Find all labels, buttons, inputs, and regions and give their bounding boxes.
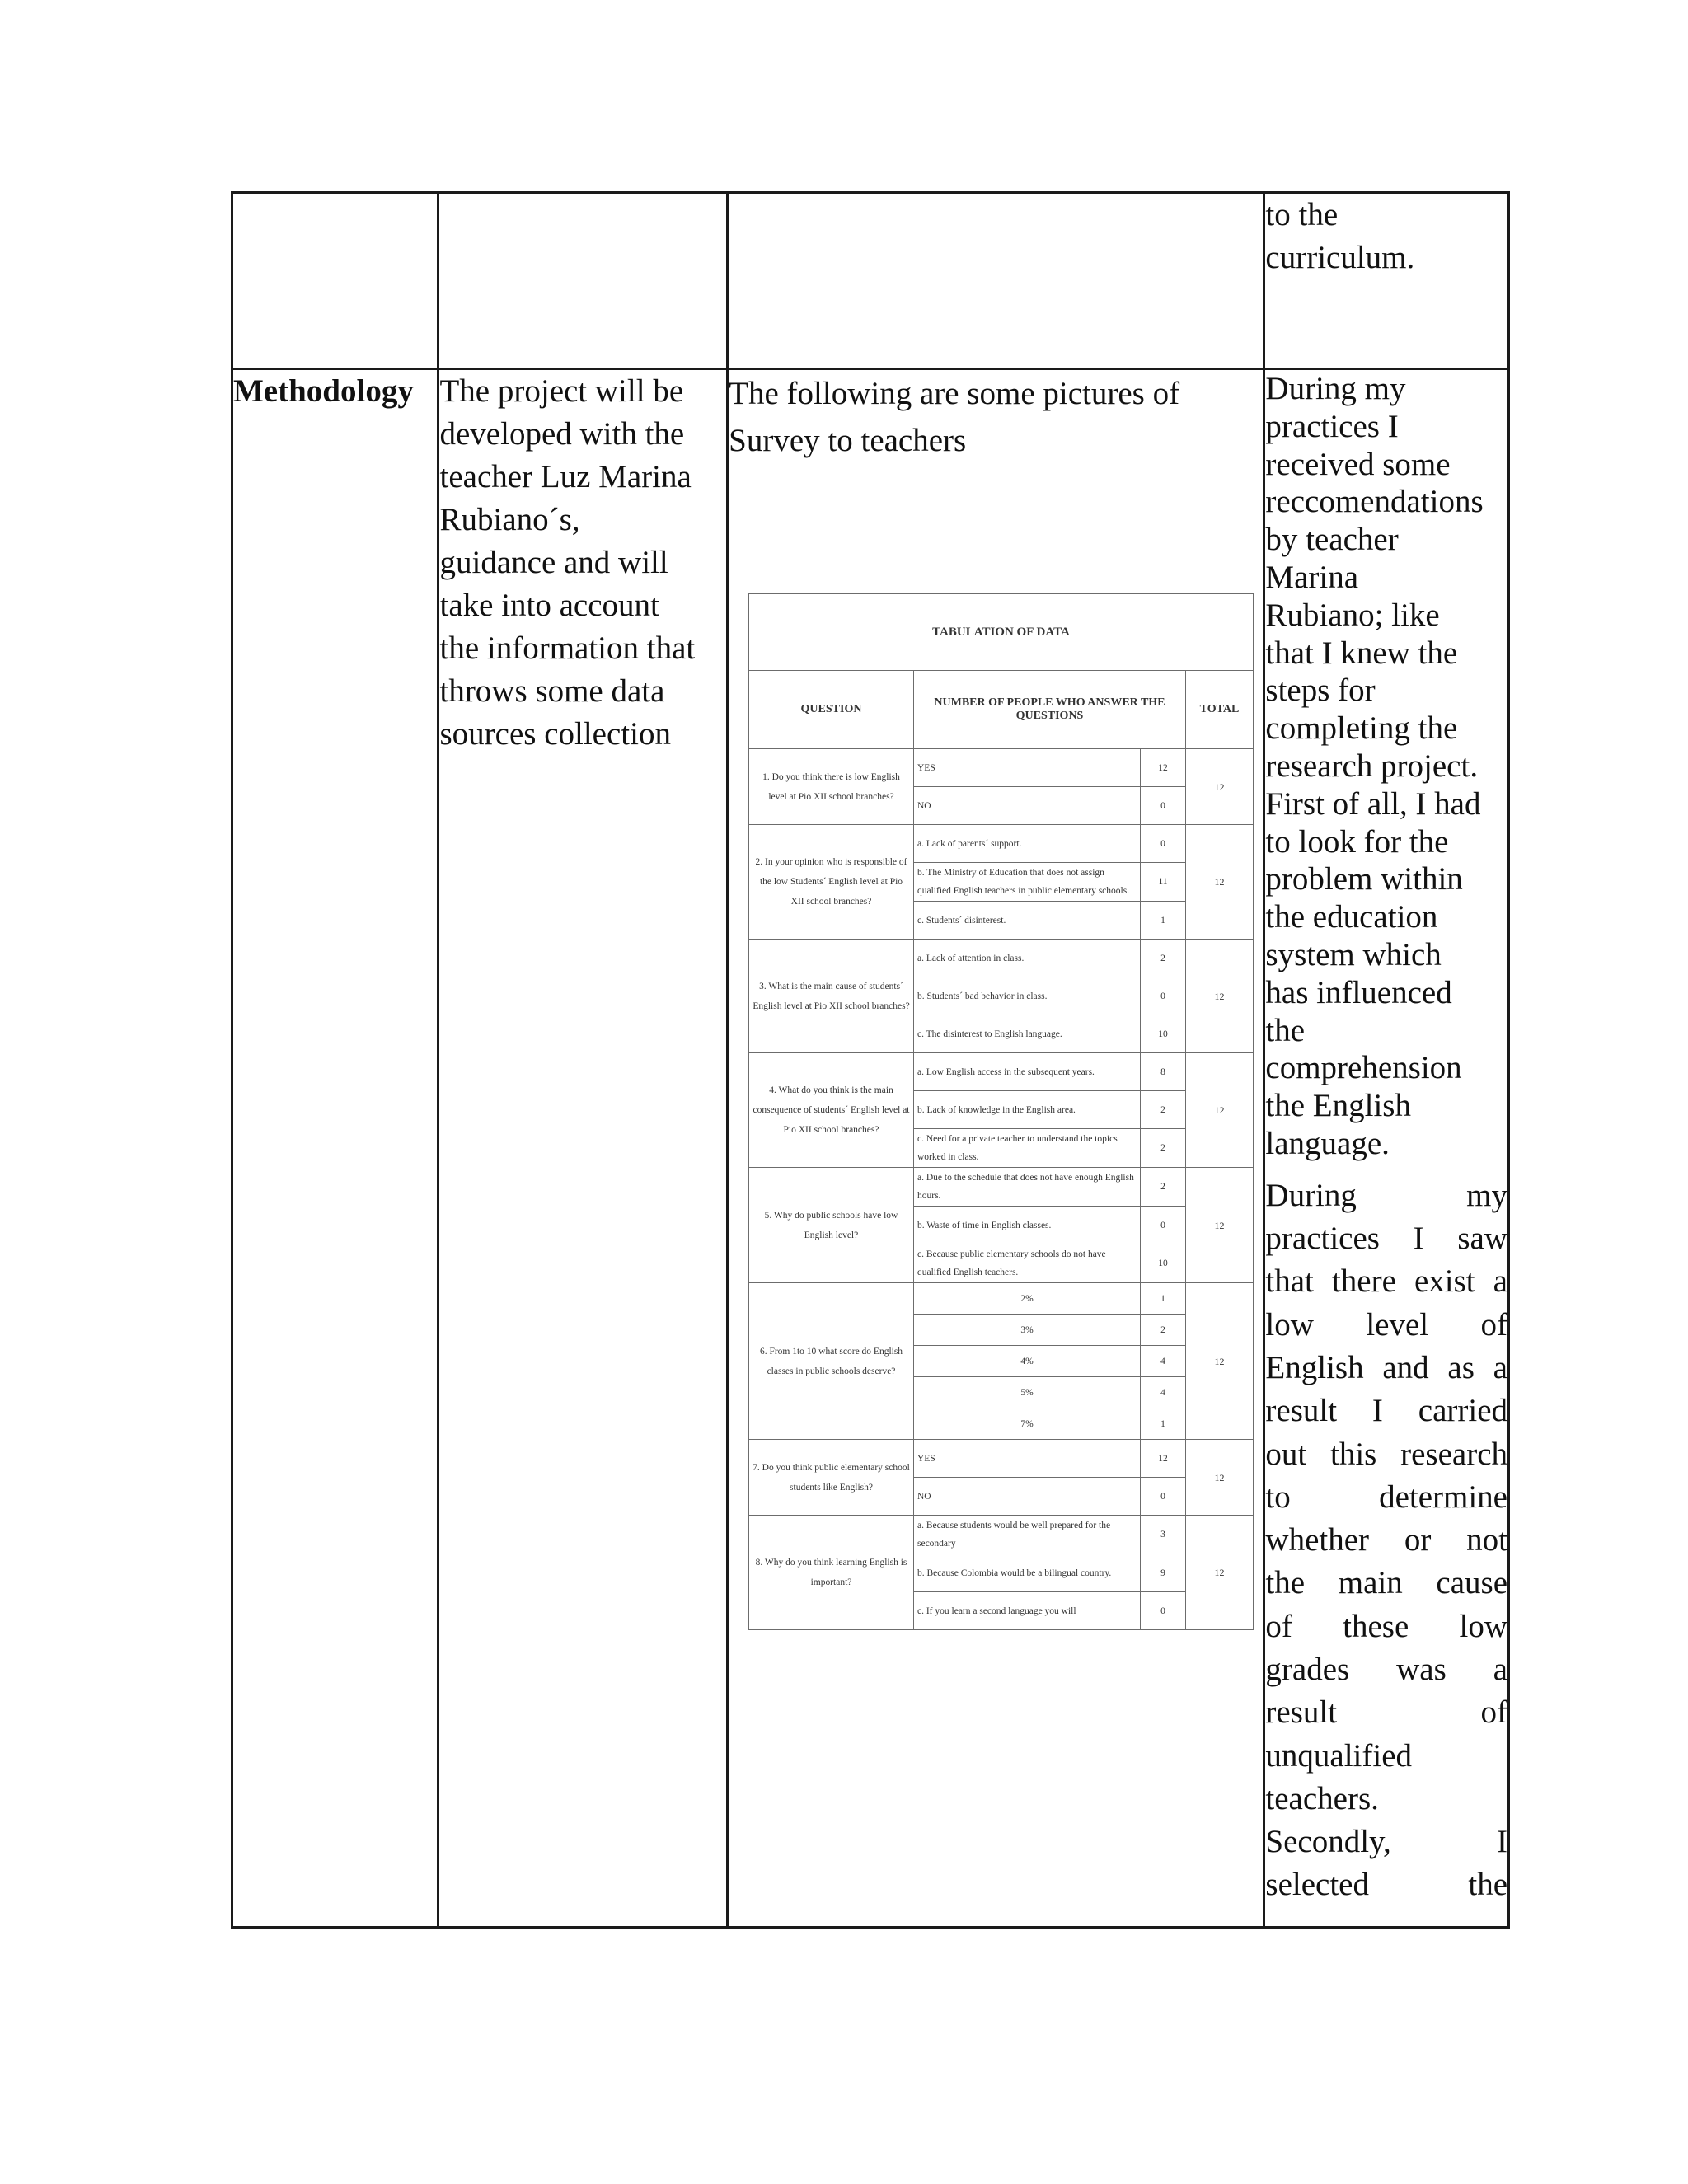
- survey-count: 10: [1141, 1244, 1186, 1283]
- text-line: to look for the: [1265, 823, 1449, 860]
- continued-row: [232, 193, 1509, 369]
- survey-option: NO: [914, 1478, 1141, 1516]
- survey-option: b. Lack of knowledge in the English area.: [914, 1091, 1141, 1129]
- survey-count: 4: [1141, 1377, 1186, 1408]
- row-heading: Methodology: [232, 369, 438, 1928]
- text-line: Rubiano´s,: [439, 502, 580, 537]
- survey-total: 12: [1186, 1516, 1254, 1630]
- survey-total: 12: [1186, 940, 1254, 1053]
- text-line: the education: [1265, 899, 1438, 935]
- tabulation-title: TABULATION OF DATA: [749, 594, 1254, 671]
- text-line: result I carried: [1265, 1393, 1507, 1429]
- text-line: language.: [1265, 1125, 1390, 1161]
- survey-row: [749, 1053, 1254, 1091]
- survey-option: a. Low English access in the subsequent years.: [914, 1053, 1141, 1091]
- survey-question: 2. In your opinion who is responsible of the low Students´ English level at Pio XII school branches?: [749, 825, 914, 940]
- text-line: by teacher: [1265, 522, 1399, 558]
- text-line: The following are some pictures of: [729, 376, 1180, 411]
- survey-question: 3. What is the main cause of students´ English level at Pio XII school branches?: [749, 940, 914, 1053]
- survey-row: [749, 749, 1254, 787]
- text-line: research project.: [1265, 748, 1479, 784]
- survey-option: b. Waste of time in English classes.: [914, 1207, 1141, 1244]
- survey-row: [749, 1440, 1254, 1478]
- survey-count: 1: [1141, 1283, 1186, 1315]
- survey-option: 5%: [914, 1377, 1141, 1408]
- text-line: out this research: [1265, 1436, 1507, 1472]
- text-line: to determine: [1265, 1479, 1507, 1515]
- survey-total: 12: [1186, 1440, 1254, 1516]
- survey-total: 12: [1186, 1283, 1254, 1440]
- survey-count: 0: [1141, 977, 1186, 1015]
- survey-count: 2: [1141, 1168, 1186, 1207]
- survey-count: 1: [1141, 902, 1186, 940]
- evidence-intro: [729, 370, 1263, 464]
- text-line: teacher Luz Marina: [439, 459, 692, 494]
- text-line: guidance and will: [439, 545, 668, 580]
- survey-total: 12: [1186, 1168, 1254, 1283]
- survey-option: b. The Ministry of Education that does not assign qualified English teachers in public elementary schools.: [914, 863, 1141, 902]
- text-line: system which: [1265, 936, 1442, 972]
- text-line: reccomendations: [1265, 484, 1484, 520]
- header-total: TOTAL: [1186, 671, 1254, 749]
- survey-question: 1. Do you think there is low English level at Pio XII school branches?: [749, 749, 914, 825]
- description-cell: [438, 369, 728, 1928]
- survey-count: 3: [1141, 1516, 1186, 1554]
- survey-question: 8. Why do you think learning English is important?: [749, 1516, 914, 1630]
- survey-row: [749, 1283, 1254, 1315]
- survey-question: 5. Why do public schools have low English level?: [749, 1168, 914, 1283]
- continued-cell: [1264, 193, 1509, 369]
- survey-count: 2: [1141, 940, 1186, 977]
- header-question: QUESTION: [749, 671, 914, 749]
- survey-option: a. Because students would be well prepared for the secondary: [914, 1516, 1141, 1554]
- survey-row: [749, 1516, 1254, 1554]
- survey-option: a. Due to the schedule that does not have enough English hours.: [914, 1168, 1141, 1207]
- survey-row: [749, 940, 1254, 977]
- text-line: During my: [1265, 371, 1406, 406]
- survey-option: NO: [914, 787, 1141, 825]
- text-line: During my: [1265, 1177, 1507, 1213]
- text-line: First of all, I had: [1265, 785, 1481, 822]
- survey-count: 12: [1141, 749, 1186, 787]
- survey-option: YES: [914, 749, 1141, 787]
- survey-count: 0: [1141, 787, 1186, 825]
- text-line: that I knew the: [1265, 635, 1458, 671]
- survey-count: 0: [1141, 825, 1186, 863]
- survey-count: 0: [1141, 1207, 1186, 1244]
- survey-count: 12: [1141, 1440, 1186, 1478]
- text-line: result of: [1265, 1694, 1507, 1731]
- text-line: that there exist a: [1265, 1263, 1507, 1300]
- observations-cell: [1264, 369, 1509, 1928]
- text-line: practices I: [1265, 408, 1399, 444]
- survey-count: 2: [1141, 1129, 1186, 1168]
- survey-count: 4: [1141, 1346, 1186, 1377]
- survey-option: 3%: [914, 1315, 1141, 1346]
- survey-option: c. The disinterest to English language.: [914, 1015, 1141, 1053]
- survey-question: 4. What do you think is the main consequence of students´ English level at Pio XII school branches?: [749, 1053, 914, 1168]
- survey-count: 8: [1141, 1053, 1186, 1091]
- survey-option: a. Lack of parents´ support.: [914, 825, 1141, 863]
- survey-option: c. Need for a private teacher to understand the topics worked in class.: [914, 1129, 1141, 1168]
- text-line: completing the: [1265, 710, 1458, 747]
- text-line: Marina: [1265, 559, 1359, 595]
- text-line: grades was a: [1265, 1652, 1507, 1687]
- survey-option: a. Lack of attention in class.: [914, 940, 1141, 977]
- text-line: steps for: [1265, 673, 1376, 709]
- survey-count: 2: [1141, 1091, 1186, 1129]
- text-line: comprehension: [1265, 1050, 1462, 1086]
- text-line: practices I saw: [1265, 1221, 1507, 1257]
- survey-option: YES: [914, 1440, 1141, 1478]
- text-line: of these low: [1265, 1608, 1507, 1644]
- text-line: Survey to teachers: [729, 423, 967, 458]
- survey-count: 0: [1141, 1592, 1186, 1630]
- survey-total: 12: [1186, 825, 1254, 940]
- survey-option: b. Students´ bad behavior in class.: [914, 977, 1141, 1015]
- survey-tabulation-picture: [748, 593, 1253, 1727]
- survey-count: 1: [1141, 1408, 1186, 1440]
- text-line: the English: [1265, 1088, 1411, 1124]
- text-line: the information that: [439, 630, 696, 666]
- survey-row: [749, 825, 1254, 863]
- survey-count: 2: [1141, 1315, 1186, 1346]
- survey-option: c. Because public elementary schools do not have qualified English teachers.: [914, 1244, 1141, 1283]
- survey-total: 12: [1186, 749, 1254, 825]
- empty-cell: [232, 193, 438, 369]
- text-line: received some: [1265, 446, 1451, 482]
- survey-option: c. Students´ disinterest.: [914, 902, 1141, 940]
- text-line: the main cause: [1265, 1565, 1507, 1601]
- empty-cell: [438, 193, 728, 369]
- observations-paragraph-1: [1265, 370, 1507, 1163]
- survey-option: 4%: [914, 1346, 1141, 1377]
- text-line: selected the: [1265, 1867, 1507, 1903]
- header-number: NUMBER OF PEOPLE WHO ANSWER THE QUESTIONS: [914, 671, 1186, 749]
- text-line: Rubiano; like: [1265, 597, 1440, 633]
- survey-question: 7. Do you think public elementary school students like English?: [749, 1440, 914, 1516]
- text-line: take into account: [439, 588, 659, 623]
- text-line: sources collection: [439, 716, 671, 752]
- survey-option: b. Because Colombia would be a bilingual country.: [914, 1554, 1141, 1592]
- text-line: Secondly, I: [1265, 1824, 1507, 1860]
- survey-count: 10: [1141, 1015, 1186, 1053]
- survey-total: 12: [1186, 1053, 1254, 1168]
- continued-line: to the: [1265, 197, 1339, 232]
- text-line: teachers.: [1265, 1780, 1379, 1816]
- survey-option: 7%: [914, 1408, 1141, 1440]
- survey-option: c. If you learn a second language you will: [914, 1592, 1141, 1630]
- survey-count: 9: [1141, 1554, 1186, 1592]
- continued-line: curriculum.: [1265, 240, 1415, 275]
- text-line: English and as a: [1265, 1349, 1507, 1385]
- empty-cell: [728, 193, 1264, 369]
- survey-count: 11: [1141, 863, 1186, 902]
- text-line: low level of: [1265, 1306, 1507, 1343]
- text-line: unqualified: [1265, 1737, 1413, 1774]
- text-line: The project will be: [439, 373, 684, 409]
- text-line: whether or not: [1265, 1522, 1507, 1558]
- survey-count: 0: [1141, 1478, 1186, 1516]
- text-line: the: [1265, 1012, 1306, 1048]
- observations-paragraph-2: [1265, 1174, 1507, 1907]
- description-text: [439, 370, 726, 756]
- survey-row: [749, 1168, 1254, 1207]
- survey-question: 6. From 1to 10 what score do English classes in public schools deserve?: [749, 1283, 914, 1440]
- survey-option: 2%: [914, 1283, 1141, 1315]
- text-line: problem within: [1265, 861, 1463, 898]
- text-line: throws some data: [439, 673, 665, 709]
- text-line: developed with the: [439, 416, 685, 452]
- text-line: has influenced: [1265, 974, 1452, 1010]
- tabulation-table: [748, 593, 1254, 1630]
